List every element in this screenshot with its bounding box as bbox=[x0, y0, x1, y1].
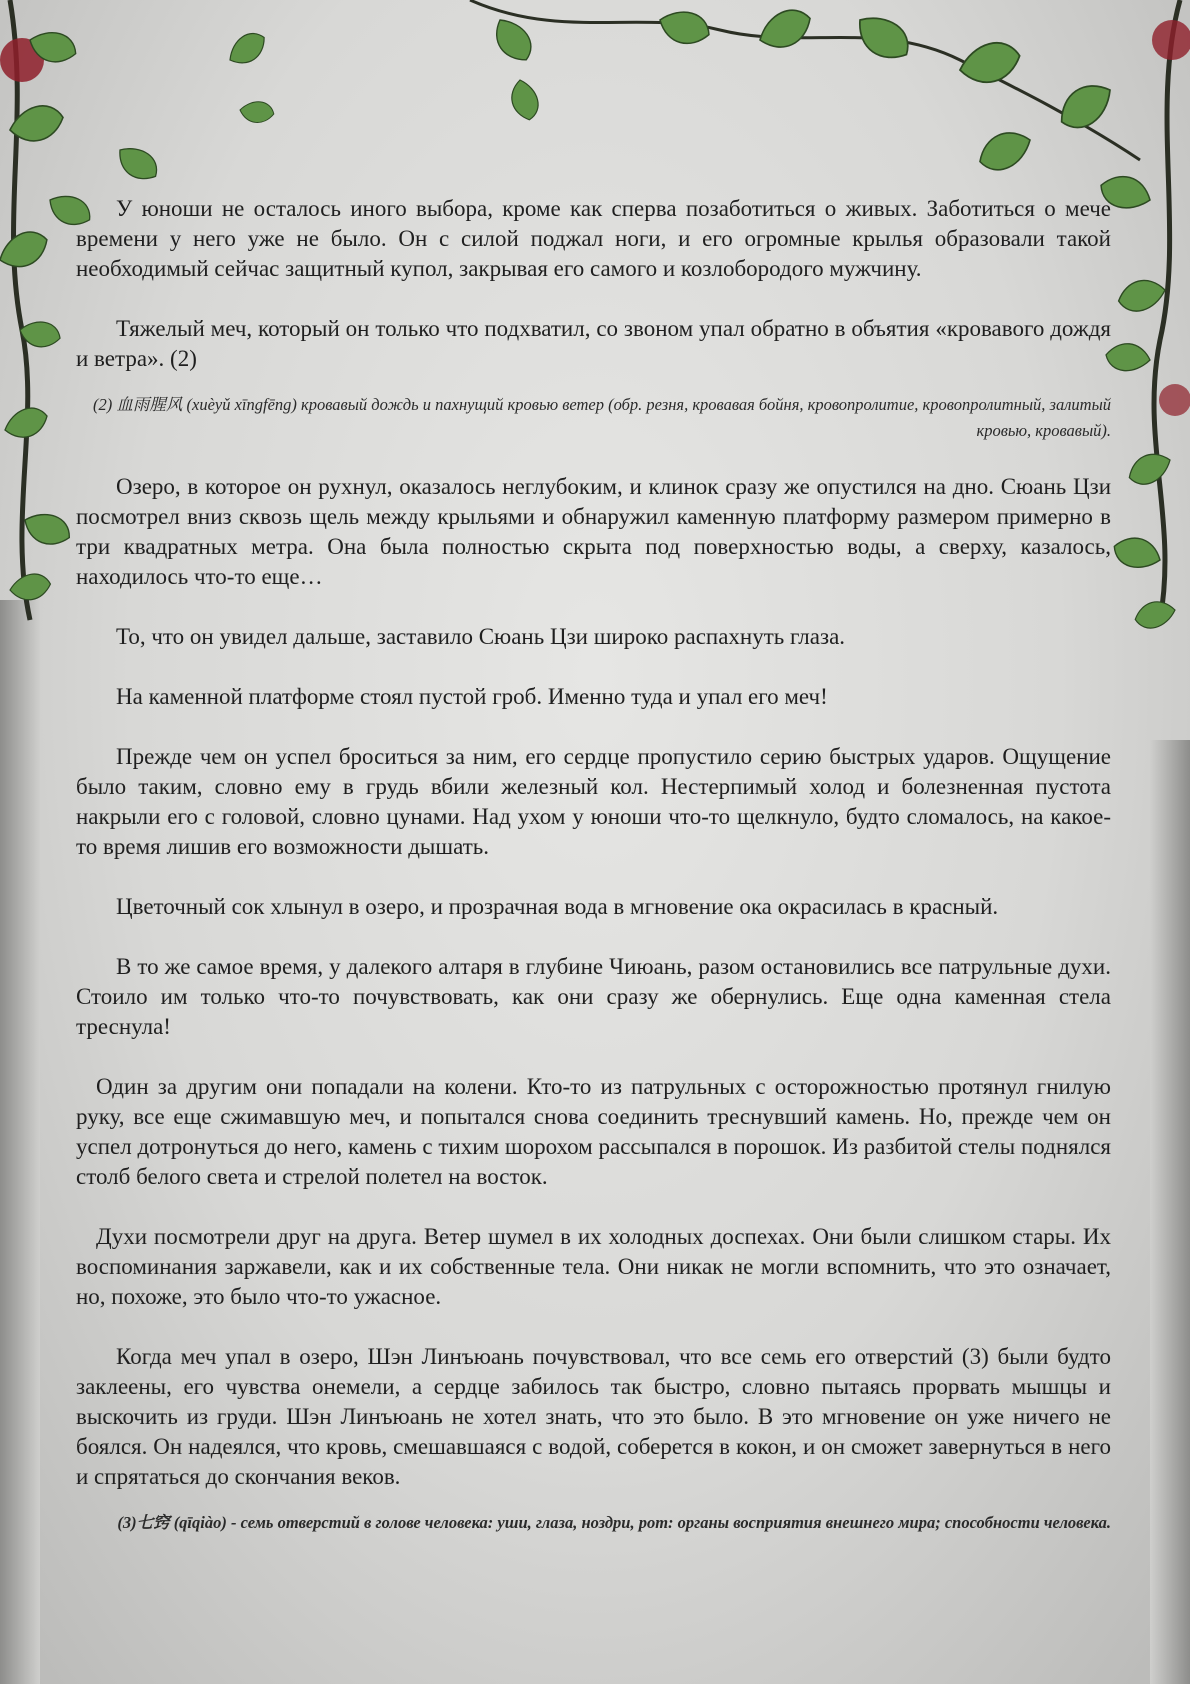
ivy-leaf-icon bbox=[509, 78, 541, 123]
ivy-leaf-icon bbox=[655, 4, 714, 51]
paragraph: Один за другим они попадали на колени. Кто-то из патрульных с осторожностью протянул гнилую руку, все еще сжимавшую меч, и попытался снова соединить треснувший камень. Но, прежде чем он успел дотронуться до него, камень с тихим шорохом рассыпался в порошок. Из разбитой стелы поднялся столб белого света и стрелой полетел на восток. bbox=[76, 1074, 1111, 1189]
ivy-leaf-icon bbox=[19, 505, 75, 552]
ivy-leaf-icon bbox=[112, 138, 163, 187]
paragraph: Цветочный сок хлынул в озеро, и прозрачная вода в мгновение ока окрасилась в красный. bbox=[116, 894, 999, 919]
paragraph: Прежде чем он успел броситься за ним, его сердце пропустило серию быстрых ударов. Ощущение было таким, словно ему в грудь вбили железный кол. Нестерпимый холод и болезненная пустота накрыли его с головой, словно цунами. Над ухом у юноши что-то щелкнуло, будто сломалось, на какое-то время лишив его возможности дышать. bbox=[76, 744, 1111, 859]
rose-icon bbox=[1159, 384, 1190, 416]
ivy-leaf-icon bbox=[1133, 599, 1178, 631]
paragraph: Озеро, в которое он рухнул, оказалось неглубоким, и клинок сразу же опустился на дно. Сюань Цзи посмотрел вниз сквозь щель между крыльями и обнаружил каменную платформу размером примерно в три квадратных метра. Она была полностью скрыта под поверхностью воды, а сверху, казалось, находилось что-то еще… bbox=[76, 474, 1111, 589]
ivy-leaf-icon bbox=[1052, 76, 1120, 136]
paragraph: То, что он увидел дальше, заставило Сюань Цзи широко распахнуть глаза. bbox=[116, 624, 846, 649]
ivy-leaf-icon bbox=[9, 573, 52, 602]
ivy-leaf-icon bbox=[1124, 448, 1175, 489]
paragraph: Тяжелый меч, который он только что подхватил, со звоном упал обратно в объятия «кровавого дождя и ветра». (2) bbox=[76, 316, 1111, 371]
ivy-leaf-icon bbox=[488, 12, 537, 68]
ivy-leaf-icon bbox=[1116, 277, 1168, 314]
footnote: (2) 血雨腥风 (xuèyǔ xīngfēng) кровавый дождь и пахнущий кровью ветер (обр. резня, кровавая бойня, кровопролитие, кровопролитный, залитый кровью, кровавый). bbox=[93, 395, 1111, 440]
ivy-leaf-icon bbox=[1, 404, 51, 442]
paragraph: У юноши не осталось иного выбора, кроме как сперва позаботиться о живых. Заботиться о мече времени у него уже не было. Он с силой поджал ноги, и его огромные крылья образовали такой необходимый сейчас защитный купол, закрывая его самого и козлобородого мужчину. bbox=[76, 196, 1111, 281]
paragraph: На каменной платформе стоял пустой гроб. Именно туда и упал его меч! bbox=[116, 684, 828, 709]
vine-right bbox=[1154, 0, 1180, 620]
ivy-leaf-icon bbox=[1104, 340, 1152, 375]
paragraph: Когда меч упал в озеро, Шэн Линъюань почувствовал, что все семь его отверстий (3) были будто заклеены, его чувства онемели, а сердце забилось так быстро, словно пытаясь прорвать мышцы и выскочить из груди. Шэн Линъюань не хотел знать, что это было. В это мгновение он уже ничего не боялся. Он надеялся, что кровь, смешавшаяся с водой, соберется в кокон, и он сможет завернуться в него и спрятаться до скончания веков. bbox=[76, 1344, 1111, 1489]
ivy-leaf-icon bbox=[223, 28, 271, 70]
ivy-leaf-icon bbox=[238, 99, 275, 126]
ivy-leaf-icon bbox=[0, 226, 53, 273]
document-body bbox=[76, 186, 1111, 1536]
ivy-leaf-icon bbox=[754, 4, 817, 54]
ivy-leaf-icon bbox=[1110, 531, 1165, 575]
paragraph: Духи посмотрели друг на друга. Ветер шумел в их холодных доспехах. Они были слишком стары. Их воспоминания заржавели, как и их собственные тела. Они никак не могли вспомнить, что это означает, но, похоже, это было что-то ужасное. bbox=[76, 1224, 1111, 1309]
ivy-leaf-icon bbox=[974, 126, 1037, 176]
rose-icon bbox=[1152, 20, 1190, 60]
ivy-leaf-icon bbox=[956, 39, 1023, 87]
footnote: (3)七窍 (qīqiào) - семь отверстий в голове человека: уши, глаза, ноздри, рот: органы восприятия внешнего мира; способности человека. bbox=[117, 1513, 1111, 1532]
paragraph: В то же самое время, у далекого алтаря в глубине Чиюань, разом остановились все патрульные духи. Стоило им только что-то почувствовать, как они сразу же обернулись. Еще одна каменная стела треснула! bbox=[76, 954, 1111, 1039]
